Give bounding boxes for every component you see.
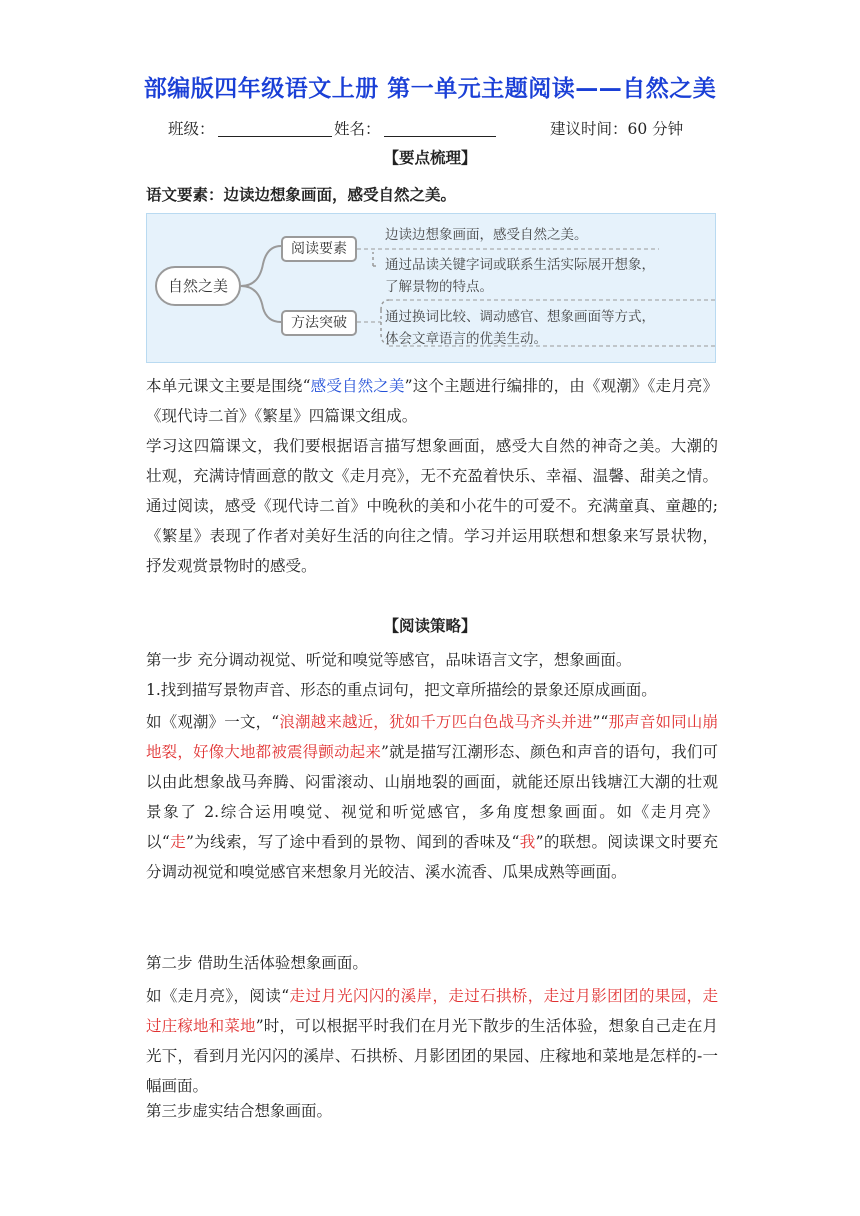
mind-map-node-method-breakthrough: 方法突破 [281,310,357,336]
intro-paragraph-1 [146,371,718,431]
class-label: 班级： [168,120,215,138]
section-heading-key-points: 【要点梳理】 [383,148,477,167]
suggested-time: 建议时间：60 分钟 [550,120,684,138]
ex1-quote-1: 浪潮越来越近，犹如千万匹白色战马齐头并进 [279,713,593,731]
intro-p1-highlight: 感受自然之美 [310,377,405,395]
point-1: 1.找到描写景物声音、形态的重点词句，把文章所描绘的景象还原成画面。 [146,681,657,699]
ex2-text-b: ”时，可以根据平时我们在月光下散步的生活体验，想象自己走在月光下，看到月光闪闪的溪岸、石拱桥、月影团团的果园、庄稼地和菜地是怎样的-一幅画面。 [146,1017,718,1095]
mind-map-node-reading-elements: 阅读要素 [281,236,357,262]
document-title: 部编版四年级语文上册 第一单元主题阅读——自然之美 [143,76,717,102]
node1-line-3: 了解景物的特点。 [385,279,493,295]
language-element: 语文要素：边读边想象画面，感受自然之美。 [146,185,457,204]
ex1-text-d: ”为线索，写了途中看到的景物、闻到的香味及“ [186,833,520,851]
intro-paragraph-2: 学习这四篇课文，我们要根据语言描写想象画面，感受大自然的神奇之美。大潮的壮观，充满诗情画意的散文《走月亮》，无不充盈着快乐、幸福、温馨、甜美之情。通过阅读，感受《现代诗二首》中晚秋的美和小花牛的可爱不。充满童真、童趣的;《繁星》表现了作者对美好生活的向往之情。学习并运用联想和想象来写景状物，抒发观赏景物时的感受。 [146,437,718,575]
upper-bracket [373,252,377,266]
intro-p1-text-a: 本单元课文主要是围绕“ [146,377,311,395]
mind-map-center: 自然之美 [155,266,241,306]
ex2-quote: 走过月光闪闪的溪岸，走过石拱桥，走过月影团团的果园，走过庄稼地和菜地 [146,987,718,1035]
step-1: 第一步 充分调动视觉、听觉和嗅觉等感官，品味语言文字，想象画面。 [146,651,632,669]
step-3: 第三步虚实结合想象画面。 [146,1102,333,1120]
node1-line-1: 边读边想象画面，感受自然之美。 [385,227,588,243]
ex1-keyword-me: 我 [519,833,536,851]
name-label: 姓名： [334,120,381,138]
class-blank [218,136,332,137]
ex2-text-a: 如《走月亮》，阅读“ [146,987,290,1005]
node2-line-2: 体会文章语言的优美生动。 [385,331,547,347]
ex1-text-b: ”“ [592,713,609,731]
connector-upper [241,246,281,286]
intro-p1-text-b: ”这个主题进行编排的，由《观潮》《走月亮》《现代诗二首》《繁星》四篇课文组成。 [146,377,718,425]
node2-line-1: 通过换词比较、调动感官、想象画面等方式， [385,309,655,325]
name-blank [384,136,496,137]
ex1-text-e: ”的联想。阅读课文时要充分调动视觉和嗅觉感官来想象月光皎洁、溪水流香、瓜果成熟等画面。 [146,833,718,881]
ex1-text-a: 如《观潮》一文，“ [146,713,280,731]
example-paragraph-1 [146,707,718,887]
node1-line-2: 通过品读关键字词或联系生活实际展开想象， [385,257,655,273]
ex1-text-c: ”就是描写江潮形态、颜色和声音的语句，我们可以由此想象战马奔腾、闷雷滚动、山崩地裂的画面，就能还原出钱塘江大潮的壮观景象了 2.综合运用嗅觉、视觉和听觉感官，多角度想象画面。如《走月亮》以“ [146,743,718,851]
step-2: 第二步 借助生活体验想象画面。 [146,954,368,972]
ex1-quote-2: 那声音如同山崩地裂，好像大地都被震得颤动起来 [146,713,718,761]
mind-map [146,213,716,363]
connector-lower [241,286,281,322]
example-paragraph-2 [146,981,718,1101]
ex1-keyword-walk: 走 [169,833,187,851]
section-heading-reading-strategy: 【阅读策略】 [383,616,477,635]
student-info-line [168,117,728,141]
